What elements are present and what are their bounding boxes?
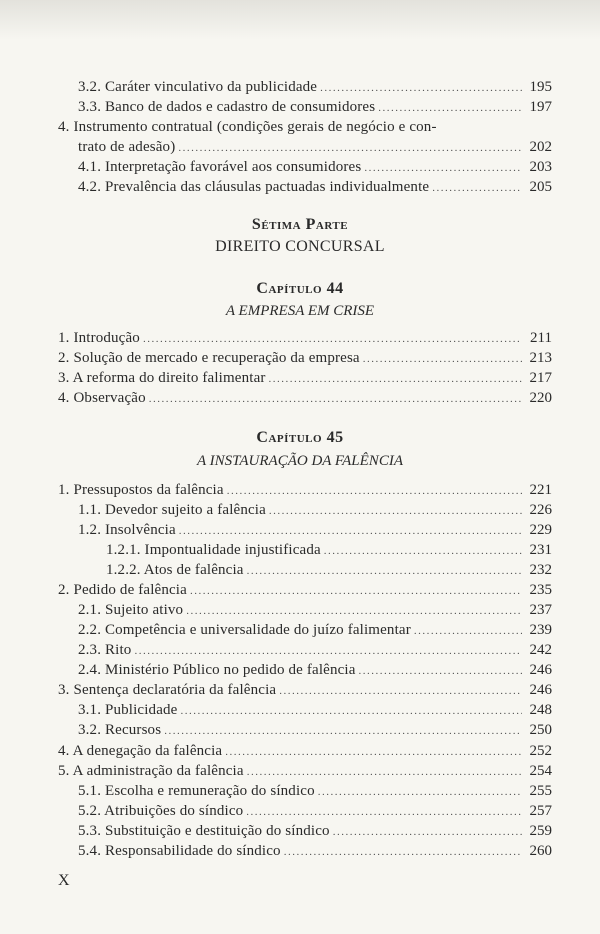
toc-entry [0,720,600,740]
dot-leader [324,541,522,561]
dot-leader [227,481,522,501]
toc-entry-label: 2.2. Competência e universalidade do juízo falimentar [78,622,411,638]
toc-entry-page: 252 [529,743,552,759]
toc-entry-label: 5.1. Escolha e remuneração do síndico [78,783,315,799]
dot-leader [178,138,522,158]
toc-entry-page: 257 [529,803,552,819]
toc-entry [0,640,600,660]
toc-entry-label: 1. Pressupostos da falência [58,482,224,498]
chapter-subtitle: A INSTAURAÇÃO DA FALÊNCIA [197,453,403,469]
toc-entry-page: 237 [529,602,552,618]
dot-leader [180,701,522,721]
toc-entry [0,500,600,520]
dot-leader [247,561,522,581]
dot-leader [320,78,522,98]
toc-entry-page: 254 [529,763,552,779]
dot-leader [333,822,522,842]
chapter-title: Capítulo 44 [256,280,344,297]
toc-entry-page: 205 [529,179,552,195]
toc-entry-label: 1.2. Insolvência [78,522,176,538]
dot-leader [164,721,522,741]
toc-entry-page: 246 [529,662,552,678]
page-folio: X [58,872,70,889]
dot-leader [179,521,522,541]
toc-entry [0,328,600,348]
toc-entry [0,97,600,117]
dot-leader [284,842,522,862]
toc-entry-label: 3.2. Caráter vinculativo da publicidade [78,79,318,95]
toc-entry [0,781,600,801]
toc-entry-page: 203 [529,159,552,175]
toc-entry-label: 3. A reforma do direito falimentar [58,370,266,386]
toc-entry-label: 2.3. Rito [78,642,132,658]
toc-entry [0,177,600,197]
toc-entry-page: 242 [529,642,552,658]
dot-leader [378,98,522,118]
toc-entry-label: 5.2. Atribuições do síndico [78,803,244,819]
toc-entry-label: 4.1. Interpretação favorável aos consumidores [78,159,362,175]
toc-entry-page: 217 [529,370,552,386]
toc-entry [0,741,600,761]
toc-entry-label: 1.2.2. Atos de falência [106,562,244,578]
toc-entry-label: 3.3. Banco de dados e cadastro de consumidores [78,99,376,115]
toc-entry-label: 3. Sentença declaratória da falência [58,682,277,698]
dot-leader [414,621,522,641]
toc-entry-page: 231 [529,542,552,558]
toc-entry-label: 2. Solução de mercado e recuperação da empresa [58,350,360,366]
toc-entry [0,801,600,821]
toc-entry [0,540,600,560]
dot-leader [225,742,522,762]
chapter-title: Capítulo 45 [256,429,344,446]
toc-entry [0,700,600,720]
toc-entry [0,600,600,620]
dot-leader [247,762,522,782]
toc-entry-label: 4. Observação [58,390,146,406]
toc-entry [0,841,600,861]
toc-entry-page: 260 [529,843,552,859]
dot-leader [246,802,522,822]
toc-entry-page: 226 [529,502,552,518]
toc-entry-page: 255 [529,783,552,799]
toc-entry-label: 2.1. Sujeito ativo [78,602,184,618]
toc-entry-label-line1: 4. Instrumento contratual (condições gerais de negócio e con- [58,119,437,135]
chapter-subtitle: A EMPRESA EM CRISE [225,303,375,319]
toc-entry-label: trato de adesão) [78,139,176,155]
toc-entry [0,520,600,540]
dot-leader [364,158,522,178]
toc-entry [0,680,600,700]
toc-entry-label: 2. Pedido de falência [58,582,187,598]
toc-entry-label: 2.4. Ministério Público no pedido de falência [78,662,356,678]
dot-leader [269,501,522,521]
toc-entry-page: 235 [529,582,552,598]
part-subtitle: DIREITO CONCURSAL [215,238,385,255]
toc-entry-page: 213 [529,350,552,366]
dot-leader [143,329,522,349]
dot-leader [359,661,522,681]
toc-entry-label: 1. Introdução [58,330,140,346]
toc-entry-page: 248 [529,702,552,718]
toc-entry [0,388,600,408]
toc-entry-page: 221 [529,482,552,498]
dot-leader [363,349,522,369]
dot-leader [279,681,522,701]
toc-entry-label: 5. A administração da falência [58,763,244,779]
toc-entry-label: 5.3. Substituição e destituição do síndico [78,823,330,839]
toc-entry [0,580,600,600]
toc-entry-page: 229 [529,522,552,538]
toc-entry-page: 195 [529,79,552,95]
dot-leader [149,389,522,409]
dot-leader [190,581,522,601]
dot-leader [318,782,522,802]
toc-entry-page: 259 [529,823,552,839]
toc-entry-page: 211 [530,330,552,346]
toc-entry-page: 202 [529,139,552,155]
toc-entry-label: 4.2. Prevalência das cláusulas pactuadas individualmente [78,179,430,195]
toc-entry-page: 250 [529,722,552,738]
toc-entry [0,157,600,177]
part-title: Sétima Parte [251,216,349,233]
toc-entry [0,620,600,640]
toc-entry [0,560,600,580]
toc-entry-page: 220 [529,390,552,406]
toc-entry-label: 3.1. Publicidade [78,702,178,718]
toc-entry [0,348,600,368]
toc-entry-label: 1.2.1. Impontualidade injustificada [106,542,321,558]
toc-entry [0,77,600,97]
toc-entry-page: 246 [529,682,552,698]
toc-entry [0,137,600,157]
toc-entry-label: 1.1. Devedor sujeito a falência [78,502,266,518]
toc-entry [0,761,600,781]
toc-entry-page: 197 [529,99,552,115]
dot-leader [432,178,522,198]
toc-entry-label: 3.2. Recursos [78,722,162,738]
toc-entry [0,480,600,500]
dot-leader [134,641,522,661]
toc-entry [0,368,600,388]
toc-entry [0,821,600,841]
toc-entry-label: 4. A denegação da falência [58,743,223,759]
toc-entry-page: 239 [529,622,552,638]
dot-leader [186,601,522,621]
toc-entry [0,660,600,680]
toc-entry-page: 232 [529,562,552,578]
dot-leader [269,369,522,389]
toc-entry-label: 5.4. Responsabilidade do síndico [78,843,281,859]
